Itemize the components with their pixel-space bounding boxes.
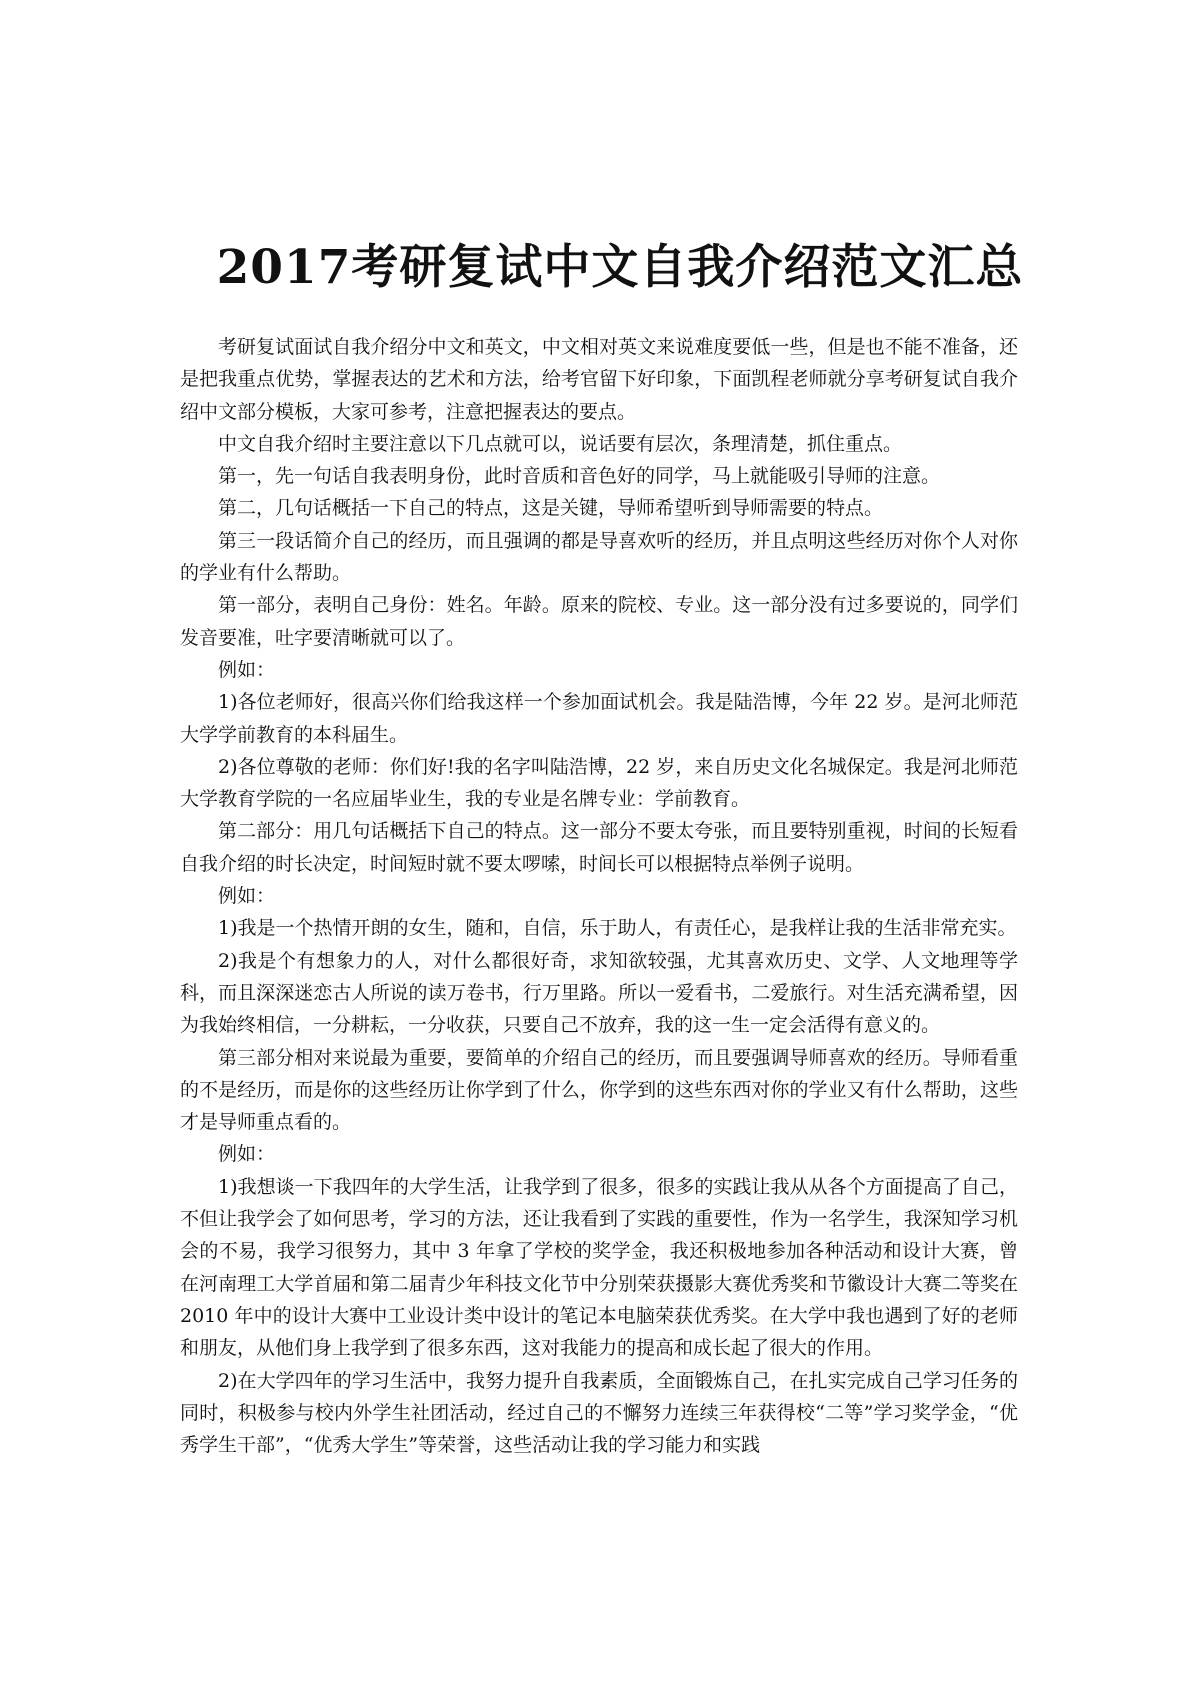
paragraph-example-label: 例如：: [218, 885, 276, 908]
paragraph-example: 2)我是个有想象力的人，对什么都很好奇，求知欲较强，尤其喜欢历史、文学、人文地理等学科，而且深深迷恋古人所说的读万卷书，行万里路。所以一爱看书，二爱旅行。对生活充满希望，因为我始终相信，一分耕耘，一分收获，只要自己不放弃，我的这一生一定会活得有意义的。: [180, 949, 1018, 1037]
document-title: 2017考研复试中文自我介绍范文汇总: [216, 240, 1024, 295]
paragraph-example-label: 例如：: [218, 1143, 276, 1166]
paragraph-part-one: 第一部分，表明自己身份：姓名。年龄。原来的院校、专业。这一部分没有过多要说的，同学们发音要准，吐字要清晰就可以了。: [180, 594, 1018, 649]
paragraph-part-three: 第三部分相对来说最为重要，要简单的介绍自己的经历，而且要强调导师喜欢的经历。导师看重的不是经历，而是你的这些经历让你学到了什么，你学到的这些东西对你的学业又有什么帮助，这些才是导师重点看的。: [180, 1046, 1018, 1134]
paragraph-point-one: 第一，先一句话自我表明身份，此时音质和音色好的同学，马上就能吸引导师的注意。: [218, 465, 941, 488]
paragraph-example: 1)我想谈一下我四年的大学生活，让我学到了很多，很多的实践让我从从各个方面提高了自己，不但让我学会了如何思考，学习的方法，还让我看到了实践的重要性，作为一名学生，我深知学习机会的不易，我学习很努力，其中 3 年拿了学校的奖学金，我还积极地参加各种活动和设计大赛，曾在河南理工大学首届和第二届青少年科技文化节中分别荣获摄影大赛优秀奖和节徽设计大赛二等奖在 2010 年中的设计大赛中工业设计类中设计的笔记本电脑荣获优秀奖。在大学中我也遇到了好的老师和朋友，从他们身上我学到了很多东西，这对我能力的提高和成长起了很大的作用。: [180, 1175, 1018, 1360]
paragraph-point-three: 第三一段话简介自己的经历，而且强调的都是导喜欢听的经历，并且点明这些经历对你个人对你的学业有什么帮助。: [180, 529, 1018, 585]
document-body: [180, 331, 1018, 1461]
paragraph-example-label: 例如：: [218, 658, 276, 681]
paragraph-intro: 考研复试面试自我介绍分中文和英文，中文相对英文来说难度要低一些，但是也不能不准备，还是把我重点优势，掌握表达的艺术和方法，给考官留下好印象，下面凯程老师就分享考研复试自我介绍中文部分模板，大家可参考，注意把握表达的要点。: [180, 336, 1018, 423]
paragraph-key-points: 中文自我介绍时主要注意以下几点就可以，说话要有层次，条理清楚，抓住重点。: [218, 432, 903, 455]
paragraph-example: 2)在大学四年的学习生活中，我努力提升自我素质，全面锻炼自己，在扎实完成自己学习任务的同时，积极参与校内外学生社团活动，经过自己的不懈努力连续三年获得校“二等”学习奖学金，“优秀学生干部”，“优秀大学生”等荣誉，这些活动让我的学习能力和实践: [180, 1369, 1018, 1457]
paragraph-example: 1)我是一个热情开朗的女生，随和，自信，乐于助人，有责任心，是我样让我的生活非常充实。: [218, 917, 1017, 940]
paragraph-example: 1)各位老师好，很高兴你们给我这样一个参加面试机会。我是陆浩博，今年 22 岁。是河北师范大学学前教育的本科届生。: [180, 691, 1018, 746]
paragraph-example: 2)各位尊敬的老师：你们好!我的名字叫陆浩博，22 岁，来自历史文化名城保定。我是河北师范大学教育学院的一名应届毕业生，我的专业是名牌专业：学前教育。: [180, 755, 1018, 811]
paragraph-part-two: 第二部分：用几句话概括下自己的特点。这一部分不要太夸张，而且要特别重视，时间的长短看自我介绍的时长决定，时间短时就不要太啰嗦，时间长可以根据特点举例子说明。: [180, 820, 1018, 875]
paragraph-point-two: 第二，几句话概括一下自己的特点，这是关键，导师希望听到导师需要的特点。: [218, 497, 884, 520]
